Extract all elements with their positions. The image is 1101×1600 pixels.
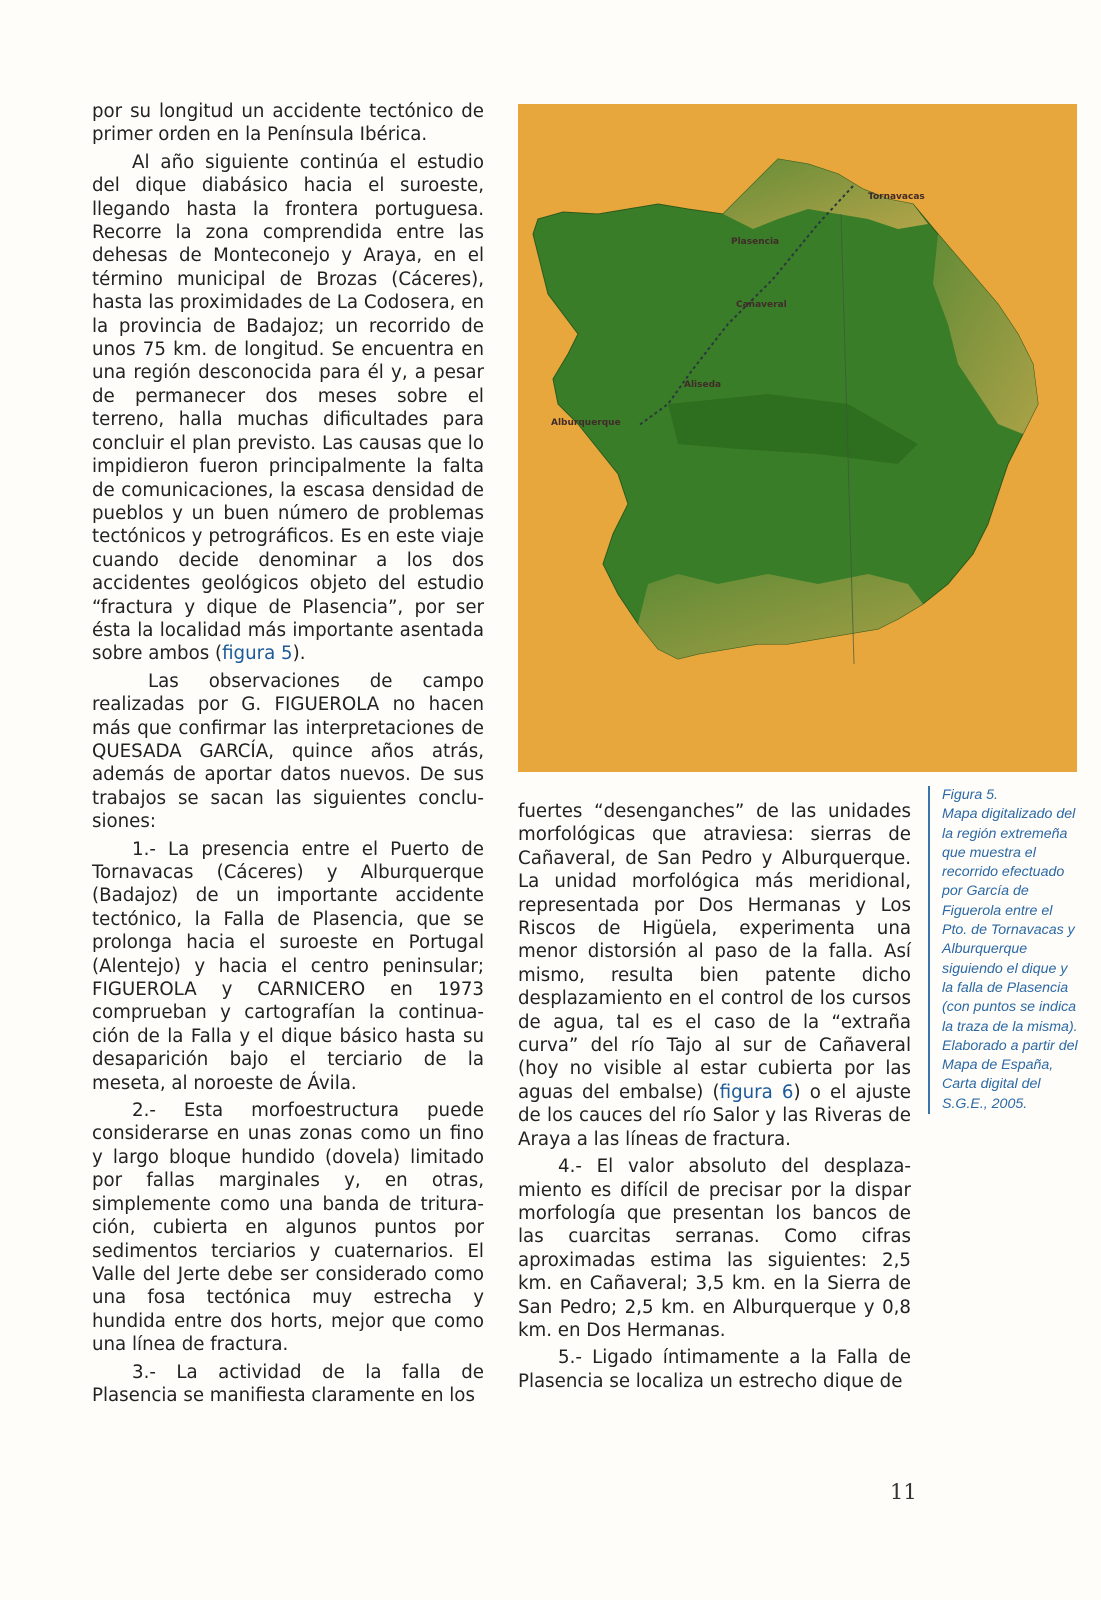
left-text-column xyxy=(92,100,484,1411)
town-label-tornavacas: Tornavacas xyxy=(868,192,925,202)
town-label-plasencia: Plasencia xyxy=(731,237,780,247)
paragraph: 3.- La actividad de la falla de Plasencia se manifiesta claramente en los xyxy=(92,1361,484,1406)
paragraph: Al año siguiente continúa el estudio del dique diabásico hacia el suroeste, llegando hasta la frontera portuguesa. Recorre la zona comprendida entre las dehesas de Monteconejo y Araya, en el término municipal de Brozas (Cáceres), hasta las proximidades de La Codosera, en la provincia de Badajoz; un recorrido de unos 75 km. de longitud. Se encuentra en una región desconocida para él y, a pesar de permanecer dos meses sobre el terreno, halla muchas dificultades para concluir el plan previsto. Las causas que lo impidieron fueron principalmente la falta de comunicaciones, la escasa densidad de pueblos y un buen número de problemas tectónicos y petrográficos. Es en este viaje cuando decide denominar a los dos accidentes geológicos objeto del estudio “fractura y dique de Plasencia”, por ser ésta la localidad más importante asentada sobre ambos (figura 5). xyxy=(92,151,484,665)
caption-line: recorrido efectuado xyxy=(942,864,1065,881)
caption-line: (con puntos se indica xyxy=(942,999,1077,1016)
figure-5-link[interactable]: figura 5 xyxy=(222,643,293,665)
paragraph: 5.- Ligado íntimamente a la Falla de Plasencia se localiza un estrecho dique de xyxy=(518,1347,911,1392)
page-number: 11 xyxy=(890,1480,917,1504)
extremadura-relief-map xyxy=(518,104,1077,772)
paragraph: fuertes “desenganches” de las unidades morfológicas que atraviesa: sierras de Cañaveral, de San Pedro y Alburquerque. La unidad morfológica más meridional, representada por Dos Hermanas y Los Riscos de Higüela, experimenta una menor distorsión al paso de la falla. Así mismo, resulta bien patente dicho desplazamiento en el control de los cursos de agua, tal es el caso de la “extraña curva” del río Tajo al sur de Cañaveral (hoy no visible al estar cubierta por las aguas del embalse) (figura 6) o el ajuste de los cauces del río Salor y las Riveras de Araya a las líneas de fractura. xyxy=(518,801,911,1150)
south-highlands xyxy=(638,574,923,659)
caption-line: la traza de la misma). xyxy=(942,1018,1078,1035)
paragraph: Las observaciones de campo realizadas por G. FIGUEROLA no hacen más que confirmar las interpretaciones de QUESADA GARCÍA, quince años atrás, además de aportar datos nuevos. De sus trabajos se sacan las siguientes conclu-siones: xyxy=(92,670,484,833)
right-text-column xyxy=(518,800,911,1397)
figure-5-map xyxy=(518,104,1077,772)
caption-line: Mapa de España, xyxy=(942,1057,1054,1074)
caption-line: Alburquerque xyxy=(942,941,1028,958)
figure-caption xyxy=(928,786,1084,1114)
caption-line: Elaborado a partir del xyxy=(942,1037,1078,1054)
paragraph: 1.- La presencia entre el Puerto de Tornavacas (Cáceres) y Alburquerque (Badajoz) de un importante accidente tectónico, la Falla de Plasencia, que se prolonga hacia el suroeste en Portugal (Alentejo) y hacia el centro peninsular; FIGUEROLA y CARNICERO en 1973 comprueban y cartografían la continua-ción de la Falla y el dique básico hasta su desaparición bajo el terciario de la meseta, al noroeste de Ávila. xyxy=(92,838,484,1094)
caption-line: Carta digital del xyxy=(942,1076,1041,1093)
paragraph: 4.- El valor absoluto del desplaza-miento es difícil de precisar por la dispar morfología que presentan los bancos de las cuarcitas serranas. Como cifras aproximadas estima las siguientes: 2,5 km. en Cañaveral; 3,5 km. en la Sierra de San Pedro; 2,5 km. en Alburquerque y 0,8 km. en Dos Hermanas. xyxy=(518,1156,911,1341)
town-label-aliseda: Aliseda xyxy=(684,380,722,390)
caption-line: siguiendo el dique y xyxy=(942,960,1068,977)
paragraph: 2.- Esta morfoestructura puede considerarse en unas zonas como un fino y largo bloque hundido (dovela) limitado por fallas marginales y, en otras, simplemente como una banda de tritura-ción, cubierta en algunos puntos por sedimentos terciarios y cuaternarios. El Valle del Jerte debe ser considerado como una fosa tectónica muy estrecha y hundida entre dos horts, mejor que como una línea de fractura. xyxy=(92,1100,484,1356)
caption-line: Figuerola entre el xyxy=(942,902,1053,919)
caption-line: Mapa digitalizado del xyxy=(942,806,1076,823)
caption-line: por García de xyxy=(942,883,1029,900)
figure-6-link[interactable]: figura 6 xyxy=(719,1081,794,1103)
caption-line: S.G.E., 2005. xyxy=(942,1095,1028,1112)
caption-line: la región extremeña xyxy=(942,825,1068,842)
paragraph: por su longitud un accidente tectónico de primer orden en la Península Ibérica. xyxy=(92,101,484,146)
caption-line: la falla de Plasencia xyxy=(942,979,1069,996)
caption-line: que muestra el xyxy=(942,844,1036,861)
caption-line: Pto. de Tornavacas y xyxy=(942,922,1075,939)
town-label-canaveral: Cañaveral xyxy=(736,300,787,310)
caption-line: Figura 5. xyxy=(942,787,998,803)
town-label-alburquerque: Alburquerque xyxy=(551,418,621,428)
